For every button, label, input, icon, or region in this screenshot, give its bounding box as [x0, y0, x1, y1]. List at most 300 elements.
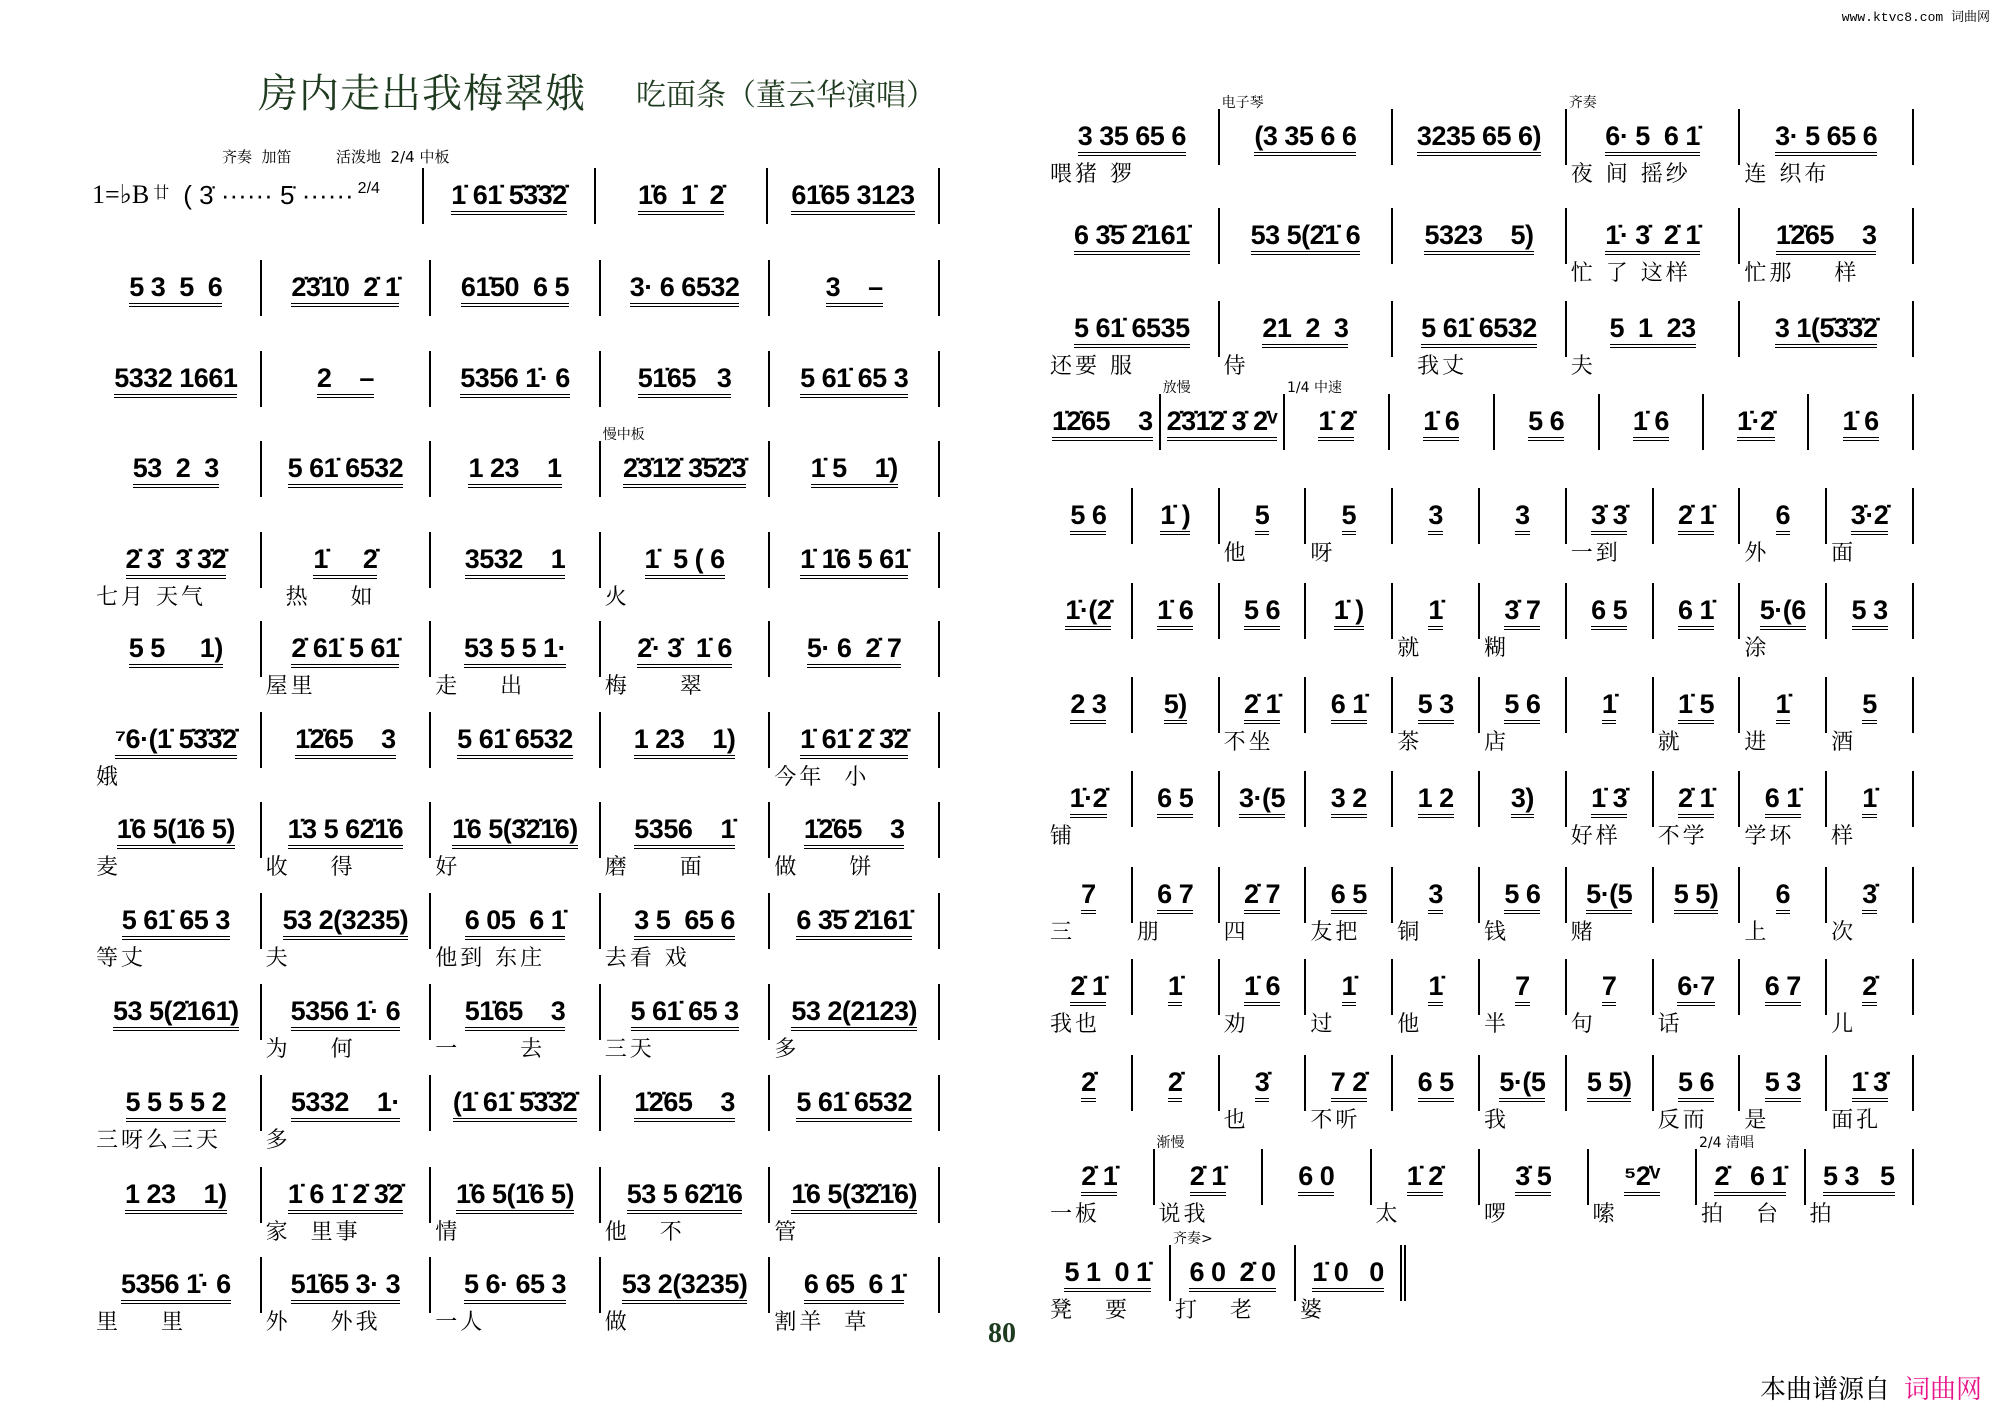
measure [770, 260, 940, 316]
measure [1740, 1055, 1827, 1133]
notes-text: 1̇2̇65 3 [804, 814, 905, 849]
measure [1740, 301, 1914, 357]
lyric-text: 三呀么三天 [96, 1128, 222, 1153]
measure-notes [1312, 583, 1385, 626]
measure-notes [607, 1167, 763, 1210]
measure [1654, 959, 1741, 1037]
score-row [1046, 677, 1914, 767]
notes-text: 3· 5 65 6 [1775, 121, 1877, 156]
notes-text: 5332 1661 [114, 363, 237, 398]
measure [770, 712, 940, 790]
notes-text: 5323 5) [1424, 220, 1533, 255]
measure [1567, 301, 1741, 379]
measure [1171, 1231, 1296, 1323]
lyric-text: 他 [1397, 1012, 1423, 1037]
measure [1827, 1055, 1914, 1133]
notes-text: 1̇ 1̇6 5 61̇ [800, 544, 908, 579]
measure-notes [1833, 1055, 1906, 1098]
measure-notes [776, 712, 932, 755]
measure-notes [268, 1257, 424, 1300]
lyric-text: 一 去 [435, 1037, 546, 1062]
notes-text: 5356 1̇ [634, 814, 735, 849]
notes-text: 1̇ 6 [1423, 406, 1459, 441]
notes-text: (3 35 6 6 [1254, 121, 1356, 156]
lyric-text: 友把 [1310, 920, 1361, 945]
lyric-text: 不学 [1657, 824, 1708, 849]
notes-text: 1̇ 6 [1157, 595, 1193, 630]
measure [1740, 771, 1827, 849]
notes-text: 1̇ [1428, 971, 1443, 1006]
measure-notes [437, 260, 593, 303]
measure-notes [98, 532, 254, 575]
measure-notes [1177, 1245, 1288, 1288]
measure [770, 1075, 940, 1131]
measure-notes [1595, 1149, 1690, 1192]
measure [92, 1075, 262, 1153]
notes-text: 2̇ 7 [1244, 879, 1280, 914]
measure [1740, 867, 1827, 945]
performance-annotation: 电子琴 [1221, 95, 1264, 111]
measure [1393, 867, 1480, 945]
notes-text: 5356 1̇· 6 [121, 1269, 231, 1304]
measure-notes [1833, 488, 1906, 531]
performance-annotation: 1/4 中速 [1287, 380, 1342, 396]
notes-text: 1̇6 1̇ 2̇ [638, 180, 724, 215]
lyric-text: 七月 天气 [96, 585, 206, 610]
notes-text: 2̇3̇1̇2̇ 3̇5̇2̇3̇ [623, 453, 746, 488]
measure-notes [437, 984, 593, 1027]
notes-text: 3̇·2̇ [1851, 500, 1889, 535]
score-row [1046, 95, 1914, 199]
measure-notes [1486, 677, 1559, 720]
notes-text: 6 5 [1591, 595, 1627, 630]
notes-text: 53 5 62̇1̇6 [627, 1179, 743, 1214]
performance-annotation: 慢中板 [602, 427, 645, 443]
measure-notes [268, 260, 424, 303]
notes-text: 3 1(5̇3̇3̇2̇ [1775, 313, 1878, 348]
measure [1393, 488, 1480, 544]
measure [1046, 1055, 1133, 1111]
measure-notes [776, 532, 932, 575]
measure [1567, 583, 1654, 639]
measure [1567, 959, 1654, 1037]
lyric-text: 糊 [1483, 636, 1509, 661]
measure-notes [1573, 771, 1646, 814]
measure [1220, 95, 1394, 165]
measure [601, 802, 771, 880]
score-row [92, 1075, 940, 1165]
measure-notes [776, 1257, 932, 1300]
measure-notes [98, 351, 254, 394]
measure-notes [1139, 677, 1212, 720]
notes-text: 5 3 [1765, 1067, 1801, 1102]
measure-notes [268, 532, 424, 575]
measure-notes [1226, 109, 1386, 152]
measure-notes [1052, 208, 1212, 251]
measure-notes [776, 260, 932, 303]
lyric-text: 家 里事 [265, 1220, 361, 1245]
score-row [92, 712, 940, 802]
notes-text: 53 2(3235) [622, 1269, 748, 1304]
lyric-text: 打 老 [1175, 1298, 1255, 1323]
measure [1046, 677, 1133, 733]
measure-notes [1746, 301, 1906, 344]
measure [1654, 677, 1741, 755]
key-signature: 1=♭B [92, 180, 150, 209]
measure-notes [1399, 109, 1559, 152]
measure-notes [1167, 394, 1277, 437]
measure-notes [776, 441, 932, 484]
source-brand-logo: 词曲网 [1903, 1375, 1982, 1405]
measure [1161, 380, 1285, 450]
measure-notes [1139, 959, 1212, 1002]
measure [1133, 488, 1220, 544]
score-row [92, 893, 940, 983]
notes-text: 3· 6 6532 [630, 272, 740, 307]
notes-text: 2̇ 1̇ [1678, 783, 1714, 818]
measure [92, 712, 262, 790]
measure-notes [1052, 1149, 1147, 1192]
notes-text: 5 61̇ 6532 [288, 453, 404, 488]
notes-text: 7 [1081, 879, 1096, 914]
lyric-text: 收 得 [265, 855, 356, 880]
measure-notes [1833, 771, 1906, 814]
measure-notes [437, 441, 593, 484]
lyric-text: 就 [1397, 636, 1423, 661]
lyric-text: 走 出 [435, 674, 526, 699]
lyric-text: 去看 戏 [604, 946, 690, 971]
lyric-text: 啰 [1484, 1202, 1510, 1227]
lyric-text: 不坐 [1223, 730, 1274, 755]
measure-notes [437, 621, 593, 664]
lyric-text: 一到 [1570, 541, 1621, 566]
measure-notes [1660, 959, 1733, 1002]
measure [431, 893, 601, 971]
measure [1567, 771, 1654, 849]
measure [1306, 583, 1393, 639]
measure [262, 532, 432, 610]
notes-text: 51̇65 3· 3 [291, 1269, 401, 1304]
measure-notes [1660, 488, 1733, 531]
measure-notes [1052, 488, 1125, 531]
notes-text: 6 1̇ [1331, 689, 1367, 724]
notes-text: 5 61̇ 65 3 [631, 996, 739, 1031]
notes-text: 6 1̇ [1765, 783, 1801, 818]
site-watermark: www.ktvc8.com 词曲网 [1841, 10, 1990, 25]
measure-notes [268, 351, 424, 394]
notes-text: 6 7 [1765, 971, 1801, 1006]
lyric-text: 赌 [1570, 920, 1596, 945]
notes-text: 1̇ 0 0 [1312, 1257, 1384, 1292]
lyric-text: 忙 了 这样 [1570, 261, 1691, 286]
measure-notes [1052, 867, 1125, 910]
notes-text: 1̇ 61̇ 5̇3̇3̇2̇ [451, 180, 567, 215]
measure [431, 1257, 601, 1335]
measure [1589, 1149, 1698, 1227]
measure [1827, 867, 1914, 945]
measure [1046, 867, 1133, 945]
lyric-text: 三天 [604, 1037, 655, 1062]
measure-notes [98, 1075, 254, 1118]
notes-text: 1̇6 5(1̇6 5) [456, 1179, 574, 1214]
notes-text: 3̇ 5 [1515, 1161, 1551, 1196]
measure-notes [1573, 677, 1646, 720]
measure-notes [1746, 771, 1819, 814]
measure [1567, 867, 1654, 945]
measure-notes [1833, 867, 1906, 910]
measure [770, 802, 940, 880]
notes-text: 1̇ 2̇ [1407, 1161, 1443, 1196]
lyric-text: 屋里 [265, 674, 316, 699]
measure-notes [607, 441, 763, 484]
measure-notes [1486, 959, 1559, 1002]
score-row [1046, 1135, 1914, 1239]
lyric-text: 面 [1831, 541, 1857, 566]
lyric-text: 情 [435, 1220, 461, 1245]
notes-text: 5 3 5 [1823, 1161, 1895, 1196]
notes-text: 53 5(2̇1̇ 6 [1251, 220, 1361, 255]
lyric-text: 好样 [1570, 824, 1621, 849]
lyric-text: 茶 [1397, 730, 1423, 755]
lyric-text: 他到 东庄 [435, 946, 546, 971]
measure-notes [1660, 583, 1733, 626]
measure [431, 1075, 601, 1131]
measure [262, 712, 432, 768]
lyric-text: 侍 [1223, 354, 1249, 379]
lyric-text: 三 [1050, 920, 1076, 945]
measure [92, 893, 262, 971]
notes-text: 53 2 3 [133, 453, 219, 488]
notes-text: 5 [1255, 500, 1270, 535]
notes-text: (1̇ 61̇ 5̇3̇3̇2̇ [453, 1087, 577, 1122]
lyric-text: 做 [604, 1310, 630, 1335]
notes-text: 5 61̇ 6532 [796, 1087, 912, 1122]
notes-text: 1 2 [1418, 783, 1454, 818]
measure [1567, 95, 1741, 187]
notes-text: 5 6 [1528, 406, 1564, 441]
notes-text: 1̇ 5 1̇) [811, 453, 898, 488]
measure-notes [607, 1075, 763, 1118]
measure-notes [437, 1167, 593, 1210]
measure-notes [1312, 1055, 1385, 1098]
free-meter-mark: 廿 [153, 185, 170, 202]
notes-text: 1̇2̇65 3 [634, 1087, 735, 1122]
notes-text: 2̇ 61̇ 5 61̇ [291, 633, 399, 668]
measure [768, 168, 940, 224]
notes-text: 1̇2̇65 3 [1776, 220, 1877, 255]
measure-notes [1399, 301, 1559, 344]
measure-notes [268, 1167, 424, 1210]
measure [1046, 959, 1133, 1037]
measure [1306, 959, 1393, 1037]
measure-notes [1710, 394, 1801, 437]
score-row [92, 351, 940, 441]
lyric-text: 今年 小 [774, 765, 870, 790]
measure [1697, 1135, 1806, 1227]
measure-notes [1399, 583, 1472, 626]
measure-notes [1746, 959, 1819, 1002]
measure-notes [1226, 771, 1299, 814]
notes-text: 5 1 23 [1610, 313, 1696, 348]
measure [431, 984, 601, 1062]
notes-text: 6 5 [1331, 879, 1367, 914]
measure-notes [1660, 677, 1733, 720]
notes-text: 6 05 6 1̇ [465, 905, 566, 940]
measure-notes [776, 802, 932, 845]
measure [1567, 677, 1654, 733]
measure [1155, 1135, 1264, 1227]
measure [422, 168, 596, 224]
lyric-text: 夫 [1570, 354, 1596, 379]
measure [1740, 109, 1914, 187]
measure [262, 260, 432, 316]
measure-notes [1052, 771, 1125, 814]
notes-text: 2̇ 1̇ [1070, 971, 1106, 1006]
measure [1133, 959, 1220, 1015]
lyric-text: 一板 [1050, 1202, 1101, 1227]
measure [1133, 677, 1220, 733]
notes-text: 5 6 [1678, 1067, 1714, 1102]
notes-text: 5 5 1) [129, 633, 223, 668]
lyric-text: 连 织布 [1744, 162, 1830, 187]
measure [1046, 208, 1220, 264]
notes-text: 3·(5 [1239, 783, 1285, 818]
measure [1480, 488, 1567, 544]
measure [431, 621, 601, 699]
measure-notes [1378, 1149, 1473, 1192]
lyric-text: 嗦 [1592, 1202, 1618, 1227]
measure [1806, 1149, 1915, 1227]
notes-text: 1̇ ) [1160, 500, 1190, 535]
score-row [92, 802, 940, 892]
notes-text: 5) [1164, 689, 1187, 724]
notes-text: 6· 5 6 1̇ [1605, 121, 1700, 156]
measure [1827, 771, 1914, 849]
measure-notes [1486, 867, 1559, 910]
lyric-text: 夫 [265, 946, 291, 971]
lyric-text: 外 外我 [265, 1310, 381, 1335]
notes-text: 2̇ 1̇ [1081, 1161, 1117, 1196]
notes-text: 1 23 1 [468, 453, 561, 488]
measure-notes [1746, 1055, 1819, 1098]
notes-text: 2̇ 3̇ 3̇ 3̇2̇ [126, 544, 227, 579]
measure-notes [776, 1167, 932, 1210]
measure-notes [607, 984, 763, 1027]
lyric-text: 说我 [1158, 1202, 1209, 1227]
measure [1567, 208, 1741, 286]
measure-notes [1486, 1149, 1581, 1192]
final-measure-double-bar [1296, 1245, 1406, 1323]
notes-text: 6·7 [1677, 971, 1715, 1006]
measure [1306, 771, 1393, 827]
notes-text: 1̇ 2̇ [313, 544, 377, 579]
notes-text: 53 5(2̇161̇) [113, 996, 239, 1031]
notes-text: 5 1 0 1̇ [1064, 1257, 1150, 1292]
measure-notes [268, 893, 424, 936]
notes-text: 2̇ 1̇ [1678, 500, 1714, 535]
measure-notes [607, 802, 763, 845]
notes-text: 7 2̇ [1331, 1067, 1367, 1102]
measure [1827, 677, 1914, 755]
measure-notes [1052, 1245, 1163, 1288]
notes-text: 2̇ 1̇ [1190, 1161, 1226, 1196]
notes-text: 3235 65 6) [1417, 121, 1541, 156]
lyric-text: 涂 [1744, 636, 1770, 661]
measure-notes [1291, 394, 1382, 437]
notes-text: 51̇65 3 [638, 363, 732, 398]
lyric-text: 还要 服 [1050, 354, 1135, 379]
notes-text: 1̇ 5 [1678, 689, 1714, 724]
measure [770, 351, 940, 407]
score-row [1046, 867, 1914, 957]
lyric-text: 婆 [1300, 1298, 1326, 1323]
measure-notes [98, 802, 254, 845]
measure-notes [1139, 1055, 1212, 1098]
measure [601, 712, 771, 768]
measure [1740, 677, 1827, 755]
measure [1827, 959, 1914, 1037]
notes-text: 1̇ 6 1̇ 2̇ 3̇2̇ [288, 1179, 403, 1214]
measure-notes [1399, 488, 1472, 531]
measure-notes [776, 1075, 932, 1118]
lyric-text: 铺 [1050, 824, 1076, 849]
measure-notes [1052, 959, 1125, 1002]
notes-text: 1̇ 5 ( 6 [645, 544, 725, 579]
measure [1390, 394, 1495, 450]
lyric-text: 管 [774, 1220, 800, 1245]
intro-prefix [92, 168, 422, 224]
measure [1220, 488, 1307, 566]
notes-text: 53 2(2123) [791, 996, 917, 1031]
measure-notes [268, 621, 424, 664]
notes-text: 5356 1̇· 6 [460, 363, 570, 398]
measure [1046, 488, 1133, 544]
score-row [92, 260, 940, 350]
notes-text: 1̇3 5 62̇1̇6 [288, 814, 404, 849]
measure [1740, 208, 1914, 286]
notes-text: 5 61̇ 6532 [1421, 313, 1537, 348]
notes-text: 5 3 5 6 [129, 272, 222, 307]
measure-notes [1139, 488, 1212, 531]
notes-text: 3532 1 [465, 544, 566, 579]
measure [1046, 771, 1133, 849]
measure-notes [98, 893, 254, 936]
measure [1704, 394, 1809, 450]
notes-text: 3 – [826, 272, 883, 307]
measure-notes [1226, 1055, 1299, 1098]
measure [1600, 394, 1705, 450]
lyric-text: 喂猪 猡 [1050, 162, 1135, 187]
measure-notes [607, 351, 763, 394]
lyric-text: 多 [774, 1037, 800, 1062]
measure [1809, 394, 1914, 450]
measure [1654, 771, 1741, 849]
measure [262, 1075, 432, 1153]
measure-notes [98, 621, 254, 664]
lyric-text: 话 [1657, 1012, 1683, 1037]
lyric-text: 我丈 [1397, 354, 1468, 379]
measure [770, 1257, 940, 1335]
score-row [92, 1257, 940, 1347]
lyric-text: 四 [1223, 920, 1249, 945]
measure [1654, 1055, 1741, 1133]
measure [1046, 109, 1220, 187]
measure [1220, 208, 1394, 264]
measure [1393, 771, 1480, 827]
notes-text: 1̇ [1776, 689, 1791, 724]
measure [92, 1167, 262, 1223]
notes-text: 6 65 6 1̇ [804, 1269, 905, 1304]
